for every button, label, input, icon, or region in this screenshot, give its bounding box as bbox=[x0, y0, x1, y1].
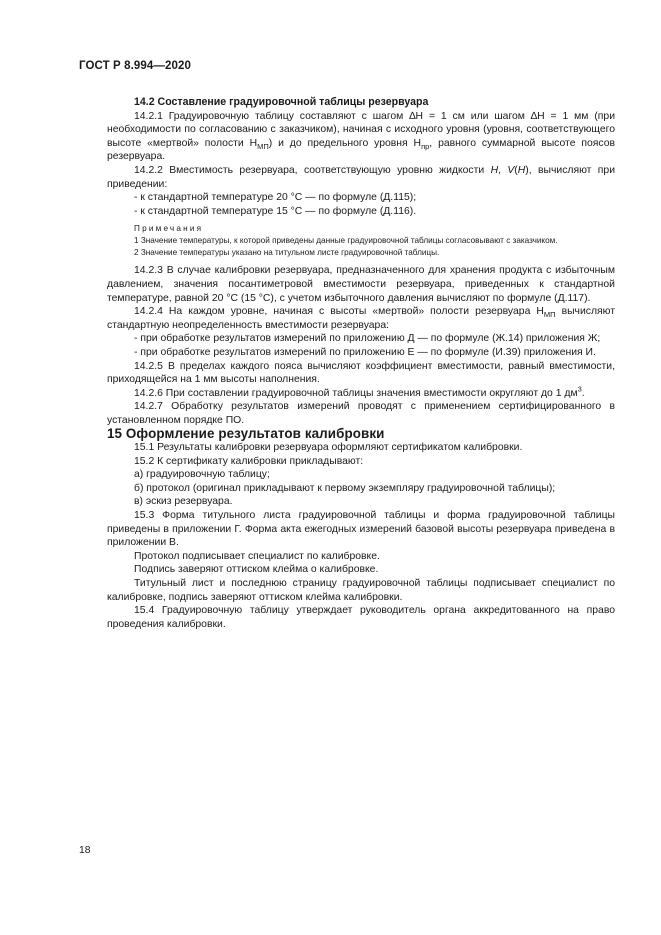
paragraph-14-2-7: 14.2.7 Обработку результатов измерений проводят с применением сертифицированного в установленном порядке ПО. bbox=[107, 401, 615, 426]
notes-title: Примечания bbox=[134, 224, 204, 234]
document-id-header: ГОСТ Р 8.994—2020 bbox=[79, 60, 191, 72]
list-item-c: в) эскиз резервуара. bbox=[134, 496, 233, 508]
list-item-appendix-e: - при обработке результатов измерений по приложению Е — по формуле (И.39) приложения И. bbox=[134, 346, 596, 358]
paragraph-title-sheet: Титульный лист и последнюю страницу градуировочной таблицы подписывает специалист по калибровке, подпись заверяют оттиском клейма калибровки. bbox=[107, 578, 615, 603]
list-item-appendix-d: - при обработке результатов измерений по приложению Д — по формуле (Ж.14) приложения Ж; bbox=[134, 333, 601, 345]
paragraph-14-2-3: 14.2.3 В случае калибровки резервуара, предназначенного для хранения продукта с избыточным давлением, значения посантиметровой вместимости резервуара, приведенных к стандартной температуре, равной 20 °С (15 °С), с учетом избыточного давления вычисляют по формуле (Д.117). bbox=[107, 265, 615, 304]
page-content bbox=[107, 96, 615, 631]
paragraph-14-2-4: 14.2.4 На каждом уровне, начиная с высоты «мертвой» полости резервуара $H_{МП}$ вычисляют стандартную неопределенность вместимости резервуара: bbox=[107, 306, 615, 331]
list-item-a: а) градуировочную таблицу; bbox=[134, 469, 270, 481]
section-14-2-heading: 14.2 Составление градуировочной таблицы резервуара bbox=[134, 96, 429, 108]
paragraph-15-2: 15.2 К сертификату калибровки прикладывают: bbox=[134, 455, 364, 467]
paragraph-15-1: 15.1 Результаты калибровки резервуара оформляют сертификатом калибровки. bbox=[134, 442, 523, 454]
paragraph-protocol: Протокол подписывает специалист по калибровке. bbox=[134, 550, 380, 562]
page-number: 18 bbox=[79, 845, 91, 856]
note-1: 1 Значение температуры, к которой приведены данные градуировочной таблицы согласовывают с заказчиком. bbox=[134, 236, 558, 246]
paragraph-14-2-6: 14.2.6 При составлении градуировочной таблицы значения вместимости округляют до 1 $дм^3$. bbox=[134, 384, 585, 399]
section-15-heading: 15 Оформление результатов калибровки bbox=[107, 426, 385, 442]
list-item-temp-15: - к стандартной температуре 15 °С — по формуле (Д.116). bbox=[134, 205, 417, 217]
paragraph-15-3: 15.3 Форма титульного листа градуировочной таблицы и форма градуировочной таблицы приведены в приложении Г. Форма акта ежегодных измерений базовой высоты резервуара приведена в приложении В. bbox=[107, 510, 615, 549]
list-item-b: б) протокол (оригинал прикладывают к первому экземпляру градуировочной таблицы); bbox=[134, 482, 556, 494]
paragraph-15-4: 15.4 Градуировочную таблицу утверждает руководитель органа аккредитованного на право проведения калибровки. bbox=[107, 605, 615, 630]
paragraph-14-2-2: 14.2.2 Вместимость резервуара, соответствующую уровню жидкости H, V(H), вычисляют при приведении: bbox=[107, 164, 616, 190]
paragraph-14-2-1: 14.2.1 Градуировочную таблицу составляют с шагом ∆H = 1 см или шагом ∆H = 1 мм (при необходимости по согласованию с заказчиком), начиная с исходного уровня (уровня, соответствующего высоте «мертвой» полости $H_{МП}$) и до предельного уровня $H_{пр}$, равного суммарной высоте поясов резервуара. bbox=[107, 110, 615, 163]
paragraph-14-2-5: 14.2.5 В пределах каждого пояса вычисляют коэффициент вместимости, равный вместимости, приходящейся на 1 мм высоты наполнения. bbox=[107, 360, 615, 386]
paragraph-signature: Подпись заверяют оттиском клейма о калибровке. bbox=[134, 564, 379, 576]
note-2: 2 Значение температуры указано на титульном листе градуировочной таблицы. bbox=[134, 248, 440, 258]
list-item-temp-20: - к стандартной температуре 20 °С — по формуле (Д.115); bbox=[134, 192, 417, 204]
notes-block bbox=[107, 223, 615, 259]
